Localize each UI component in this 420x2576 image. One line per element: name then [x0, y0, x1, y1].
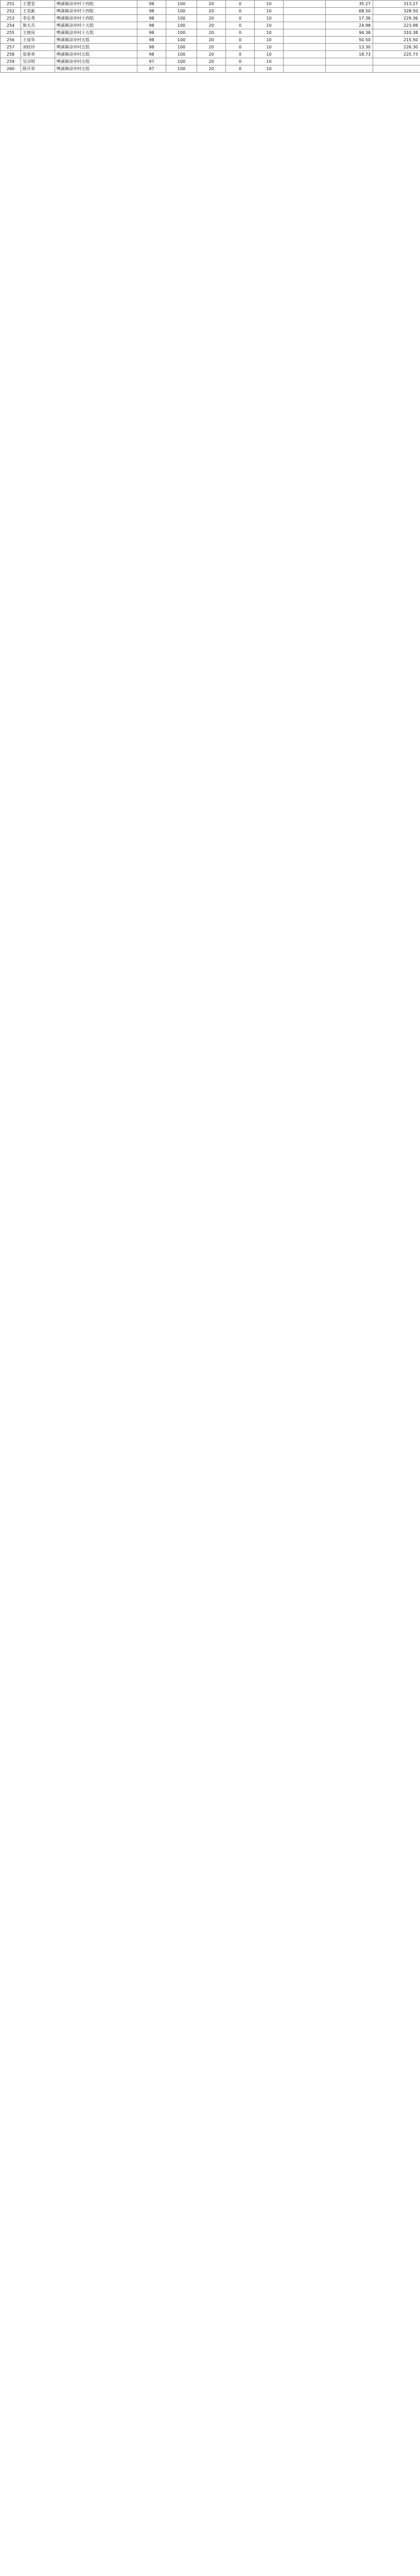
table-body: [1, 1, 420, 73]
address-cell: 鸭溪镇凉亭村十四组: [55, 1, 137, 8]
address-cell: 鸭溪镇凉亭村五组: [55, 65, 137, 73]
table-row: [1, 8, 420, 15]
table-row: [1, 37, 420, 44]
col-d-cell: 68.50: [326, 8, 373, 15]
index-cell: 251: [1, 1, 21, 8]
table-row: [1, 22, 420, 29]
area-cell: 97: [137, 65, 166, 73]
price-cell: 100: [166, 15, 197, 22]
table-row: [1, 44, 420, 51]
area-cell: 98: [137, 15, 166, 22]
col-b-cell: 10: [255, 37, 284, 44]
col-a-cell: 0: [226, 44, 255, 51]
col-c-cell: [284, 58, 326, 65]
col-d-cell: [326, 65, 373, 73]
col-d-cell: 24.98: [326, 22, 373, 29]
index-cell: 252: [1, 8, 21, 15]
col-e-cell: [373, 65, 420, 73]
amount-cell: 20: [197, 22, 226, 29]
col-e-cell: 229.36: [373, 15, 420, 22]
col-b-cell: 10: [255, 51, 284, 58]
table-row: [1, 51, 420, 58]
area-cell: 98: [137, 44, 166, 51]
area-cell: 98: [137, 51, 166, 58]
amount-cell: 20: [197, 8, 226, 15]
table-row: [1, 58, 420, 65]
col-c-cell: [284, 15, 326, 22]
col-a-cell: 0: [226, 22, 255, 29]
amount-cell: 20: [197, 65, 226, 73]
col-c-cell: [284, 29, 326, 37]
area-cell: 98: [137, 29, 166, 37]
col-d-cell: 94.38: [326, 29, 373, 37]
col-d-cell: 17.36: [326, 15, 373, 22]
table-row: [1, 1, 420, 8]
col-e-cell: 223.98: [373, 22, 420, 29]
table-row: [1, 15, 420, 22]
name-cell: 张春举: [21, 51, 55, 58]
area-cell: 98: [137, 1, 166, 8]
index-cell: 259: [1, 58, 21, 65]
index-cell: 258: [1, 51, 21, 58]
table-row: [1, 65, 420, 73]
price-cell: 100: [166, 29, 197, 37]
spreadsheet-table: [0, 0, 420, 73]
address-cell: 鸭溪镇凉亭村五组: [55, 37, 137, 44]
amount-cell: 20: [197, 37, 226, 44]
col-d-cell: 18.73: [326, 51, 373, 58]
col-a-cell: 0: [226, 15, 255, 22]
col-a-cell: 0: [226, 37, 255, 44]
col-b-cell: 10: [255, 1, 284, 8]
col-c-cell: [284, 1, 326, 8]
address-cell: 鸭溪镇凉亭村五组: [55, 44, 137, 51]
address-cell: 鸭溪镇凉亭村十五组: [55, 22, 137, 29]
col-e-cell: 225.73: [373, 51, 420, 58]
col-d-cell: 13.30: [326, 44, 373, 51]
price-cell: 100: [166, 51, 197, 58]
col-c-cell: [284, 22, 326, 29]
col-e-cell: 215.50: [373, 37, 420, 44]
col-b-cell: 10: [255, 15, 284, 22]
col-a-cell: 0: [226, 29, 255, 37]
area-cell: 98: [137, 22, 166, 29]
name-cell: 刘桂珍: [21, 44, 55, 51]
address-cell: 鸭溪镇凉亭村五组: [55, 51, 137, 58]
col-d-cell: 50.50: [326, 37, 373, 44]
name-cell: 王慧雯: [21, 1, 55, 8]
area-cell: 97: [137, 58, 166, 65]
col-b-cell: 10: [255, 29, 284, 37]
amount-cell: 20: [197, 29, 226, 37]
col-b-cell: 10: [255, 65, 284, 73]
price-cell: 100: [166, 37, 197, 44]
table-row: [1, 29, 420, 37]
index-cell: 253: [1, 15, 21, 22]
index-cell: 257: [1, 44, 21, 51]
col-a-cell: 0: [226, 1, 255, 8]
address-cell: 鸭溪镇凉亭村十五组: [55, 29, 137, 37]
col-d-cell: 35.27: [326, 1, 373, 8]
col-c-cell: [284, 8, 326, 15]
col-e-cell: [373, 58, 420, 65]
price-cell: 100: [166, 22, 197, 29]
index-cell: 256: [1, 37, 21, 44]
price-cell: 100: [166, 44, 197, 51]
name-cell: 李东秀: [21, 15, 55, 22]
col-b-cell: 10: [255, 44, 284, 51]
index-cell: 254: [1, 22, 21, 29]
index-cell: 255: [1, 29, 21, 37]
price-cell: 100: [166, 65, 197, 73]
col-b-cell: 10: [255, 22, 284, 29]
col-c-cell: [284, 44, 326, 51]
col-a-cell: 0: [226, 58, 255, 65]
col-c-cell: [284, 51, 326, 58]
address-cell: 鸭溪镇凉亭村十四组: [55, 15, 137, 22]
index-cell: 260: [1, 65, 21, 73]
col-c-cell: [284, 37, 326, 44]
price-cell: 100: [166, 58, 197, 65]
col-b-cell: 10: [255, 58, 284, 65]
col-e-cell: 310.38: [373, 29, 420, 37]
price-cell: 100: [166, 1, 197, 8]
name-cell: 熊天兵: [21, 22, 55, 29]
col-c-cell: [284, 65, 326, 73]
area-cell: 98: [137, 8, 166, 15]
name-cell: 王美新: [21, 8, 55, 15]
col-a-cell: 0: [226, 51, 255, 58]
name-cell: 王成华: [21, 37, 55, 44]
col-a-cell: 0: [226, 8, 255, 15]
address-cell: 鸭溪镇凉亭村十四组: [55, 8, 137, 15]
amount-cell: 20: [197, 58, 226, 65]
col-d-cell: [326, 58, 373, 65]
col-e-cell: 328.50: [373, 8, 420, 15]
amount-cell: 20: [197, 15, 226, 22]
col-e-cell: 226.30: [373, 44, 420, 51]
name-cell: 吴宗明: [21, 58, 55, 65]
price-cell: 100: [166, 8, 197, 15]
col-a-cell: 0: [226, 65, 255, 73]
name-cell: 王晓凤: [21, 29, 55, 37]
amount-cell: 20: [197, 51, 226, 58]
area-cell: 98: [137, 37, 166, 44]
col-e-cell: 313.27: [373, 1, 420, 8]
amount-cell: 20: [197, 1, 226, 8]
amount-cell: 20: [197, 44, 226, 51]
col-b-cell: 10: [255, 8, 284, 15]
name-cell: 陈开荣: [21, 65, 55, 73]
address-cell: 鸭溪镇凉亭村五组: [55, 58, 137, 65]
